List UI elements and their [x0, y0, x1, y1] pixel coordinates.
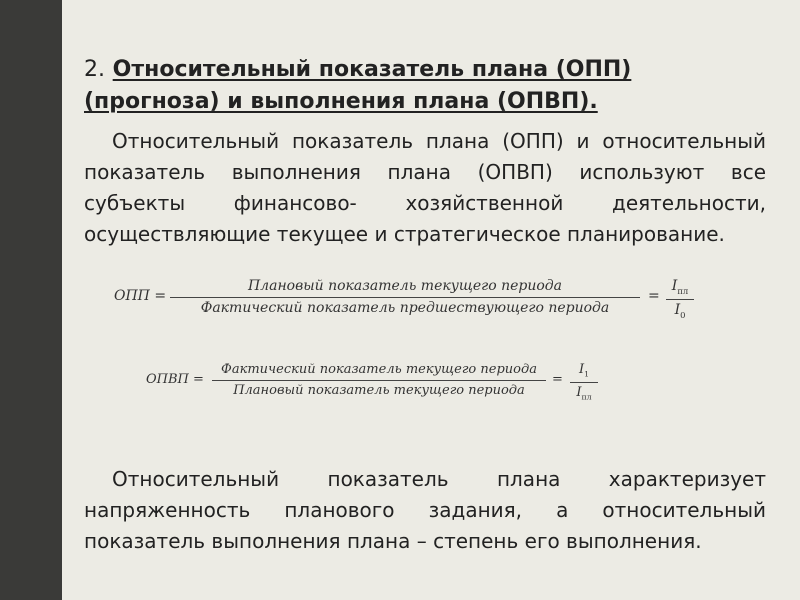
formula-opp-denominator: Фактический показатель предшествующего периода: [200, 300, 610, 316]
formula-opp-fraction-line: [170, 297, 640, 298]
formula-opvp-symbol-fraction: [570, 362, 598, 401]
slide-sidebar-bar: [0, 0, 62, 600]
formula-opp-symbol-den-base: I: [674, 301, 681, 318]
formula-opp-symbol-num-base: I: [671, 278, 678, 294]
formula-opp-symbol-num: [666, 278, 694, 296]
formula-opp-symbol-num-sub: пл: [677, 285, 689, 296]
formula-opp-lhs: ОПП =: [114, 288, 167, 304]
formula-opvp-symbol-num-base: I: [578, 362, 585, 377]
formula-opp-symbol-den: [666, 302, 694, 320]
formula-opvp-denominator: Плановый показатель текущего периода: [233, 383, 525, 398]
formula-opp-fraction: [170, 278, 640, 316]
formula-opp-equals: =: [648, 288, 660, 304]
title-text: Относительный показатель плана (ОПП) (прогноза) и выполнения плана (ОПВП).: [84, 57, 632, 114]
formula-opvp-equals: =: [552, 372, 563, 387]
paragraph-intro: Относительный показатель плана (ОПП) и относительный показатель выполнения плана (ОПВП) используют все субъекты финансово- хозяйственной деятельности, осуществляющие текущее и стратегическое планирование.: [84, 129, 766, 246]
formula-opvp-symbol-num-sub: 1: [584, 369, 590, 379]
title-number: 2.: [84, 57, 105, 82]
formula-opvp-fraction-line: [212, 380, 546, 381]
formula-opvp-numerator: Фактический показатель текущего периода: [221, 362, 537, 377]
paragraph-conclusion: Относительный показатель плана характеризует напряженность планового задания, а относительный показатель выполнения плана – степень его выполнения.: [84, 467, 766, 553]
formula-opvp-symbol-den: [570, 385, 598, 402]
formula-opvp-symbol-den-base: I: [576, 384, 582, 400]
slide-title: [84, 54, 764, 118]
formula-opp-symbol-line: [666, 299, 694, 300]
formula-opvp-symbol-num: [570, 362, 598, 379]
formula-opp-numerator: Плановый показатель текущего периода: [247, 278, 563, 294]
formula-opvp-symbol-line: [570, 382, 598, 383]
formula-opp-symbol-fraction: [666, 278, 694, 320]
formula-opvp-lhs: ОПВП =: [146, 372, 204, 387]
formula-opvp-symbol-den-sub: пл: [581, 392, 592, 402]
formula-opp-symbol-den-sub: 0: [680, 309, 686, 320]
formula-opvp-fraction: [212, 362, 546, 398]
